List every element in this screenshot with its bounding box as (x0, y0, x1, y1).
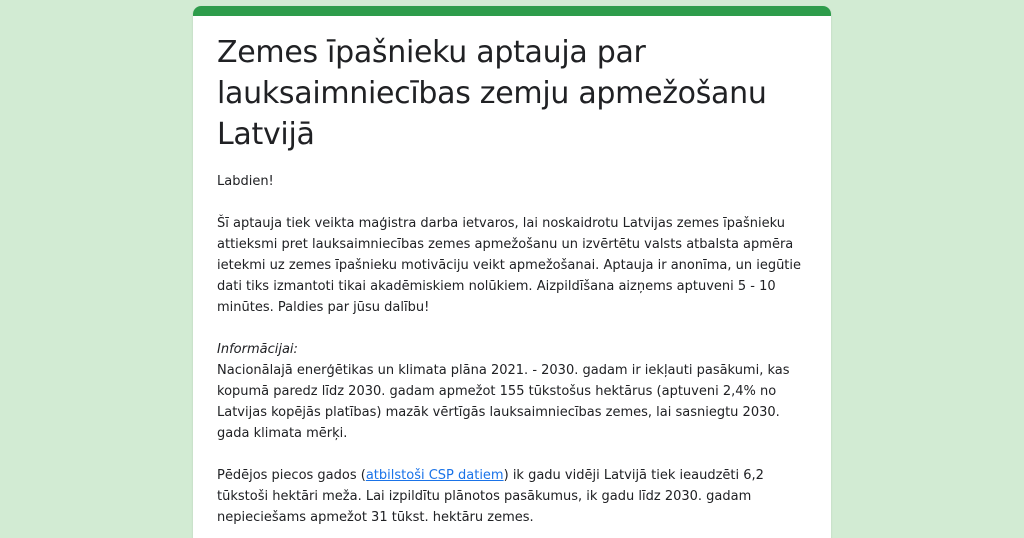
form-card (193, 6, 831, 538)
greeting-text: Labdien! (217, 174, 274, 189)
info-paragraph (217, 339, 807, 444)
intro-paragraph: Šī aptauja tiek veikta maģistra darba ietvaros, lai noskaidrotu Latvijas zemes īpašnieku attieksmi pret lauksaimniecības zemes apmežošanu un izvērtētu valsts atbalsta apmēra ietekmi uz zemes īpašnieku motivāciju veikt apmežošanai. Aptauja ir anonīma, un iegūtie dati tiks izmantoti tikai akadēmiskiem nolūkiem. Aizpildīšana aizņems aptuveni 5 - 10 minūtes. Paldies par jūsu dalību! (217, 216, 802, 315)
statistics-text-after: ) ik gadu vidēji Latvijā tiek ieaudzēti 6,2 tūkstoši hektāri meža. Lai izpildītu plānotos pasākumus, ik gadu līdz 2030. gadam nepieciešams apmežot 31 tūkst. hektāru zemes. (217, 468, 764, 525)
form-title: Zemes īpašnieku aptauja par lauksaimniecības zemju apmežošanu Latvijā (217, 35, 767, 152)
csp-data-link[interactable]: atbilstoši CSP datiem (365, 468, 504, 483)
form-description (217, 171, 807, 528)
statistics-text-before: Pēdējos piecos gados ( (217, 468, 366, 483)
info-text: Nacionālajā enerģētikas un klimata plāna 2021. - 2030. gadam ir iekļauti pasākumi, kas kopumā paredz līdz 2030. gadam apmežot 155 tūkstošus hektārus (aptuveni 2,4% no Latvijas kopējās platības) mazāk vērtīgās lauksaimniecības zemes, lai sasniegtu 2030. gada klimata mērķi. (217, 363, 790, 441)
form-accent-bar (193, 6, 831, 16)
statistics-paragraph (217, 465, 807, 528)
form-header (217, 32, 807, 538)
info-label: Informācijai: (217, 342, 298, 357)
